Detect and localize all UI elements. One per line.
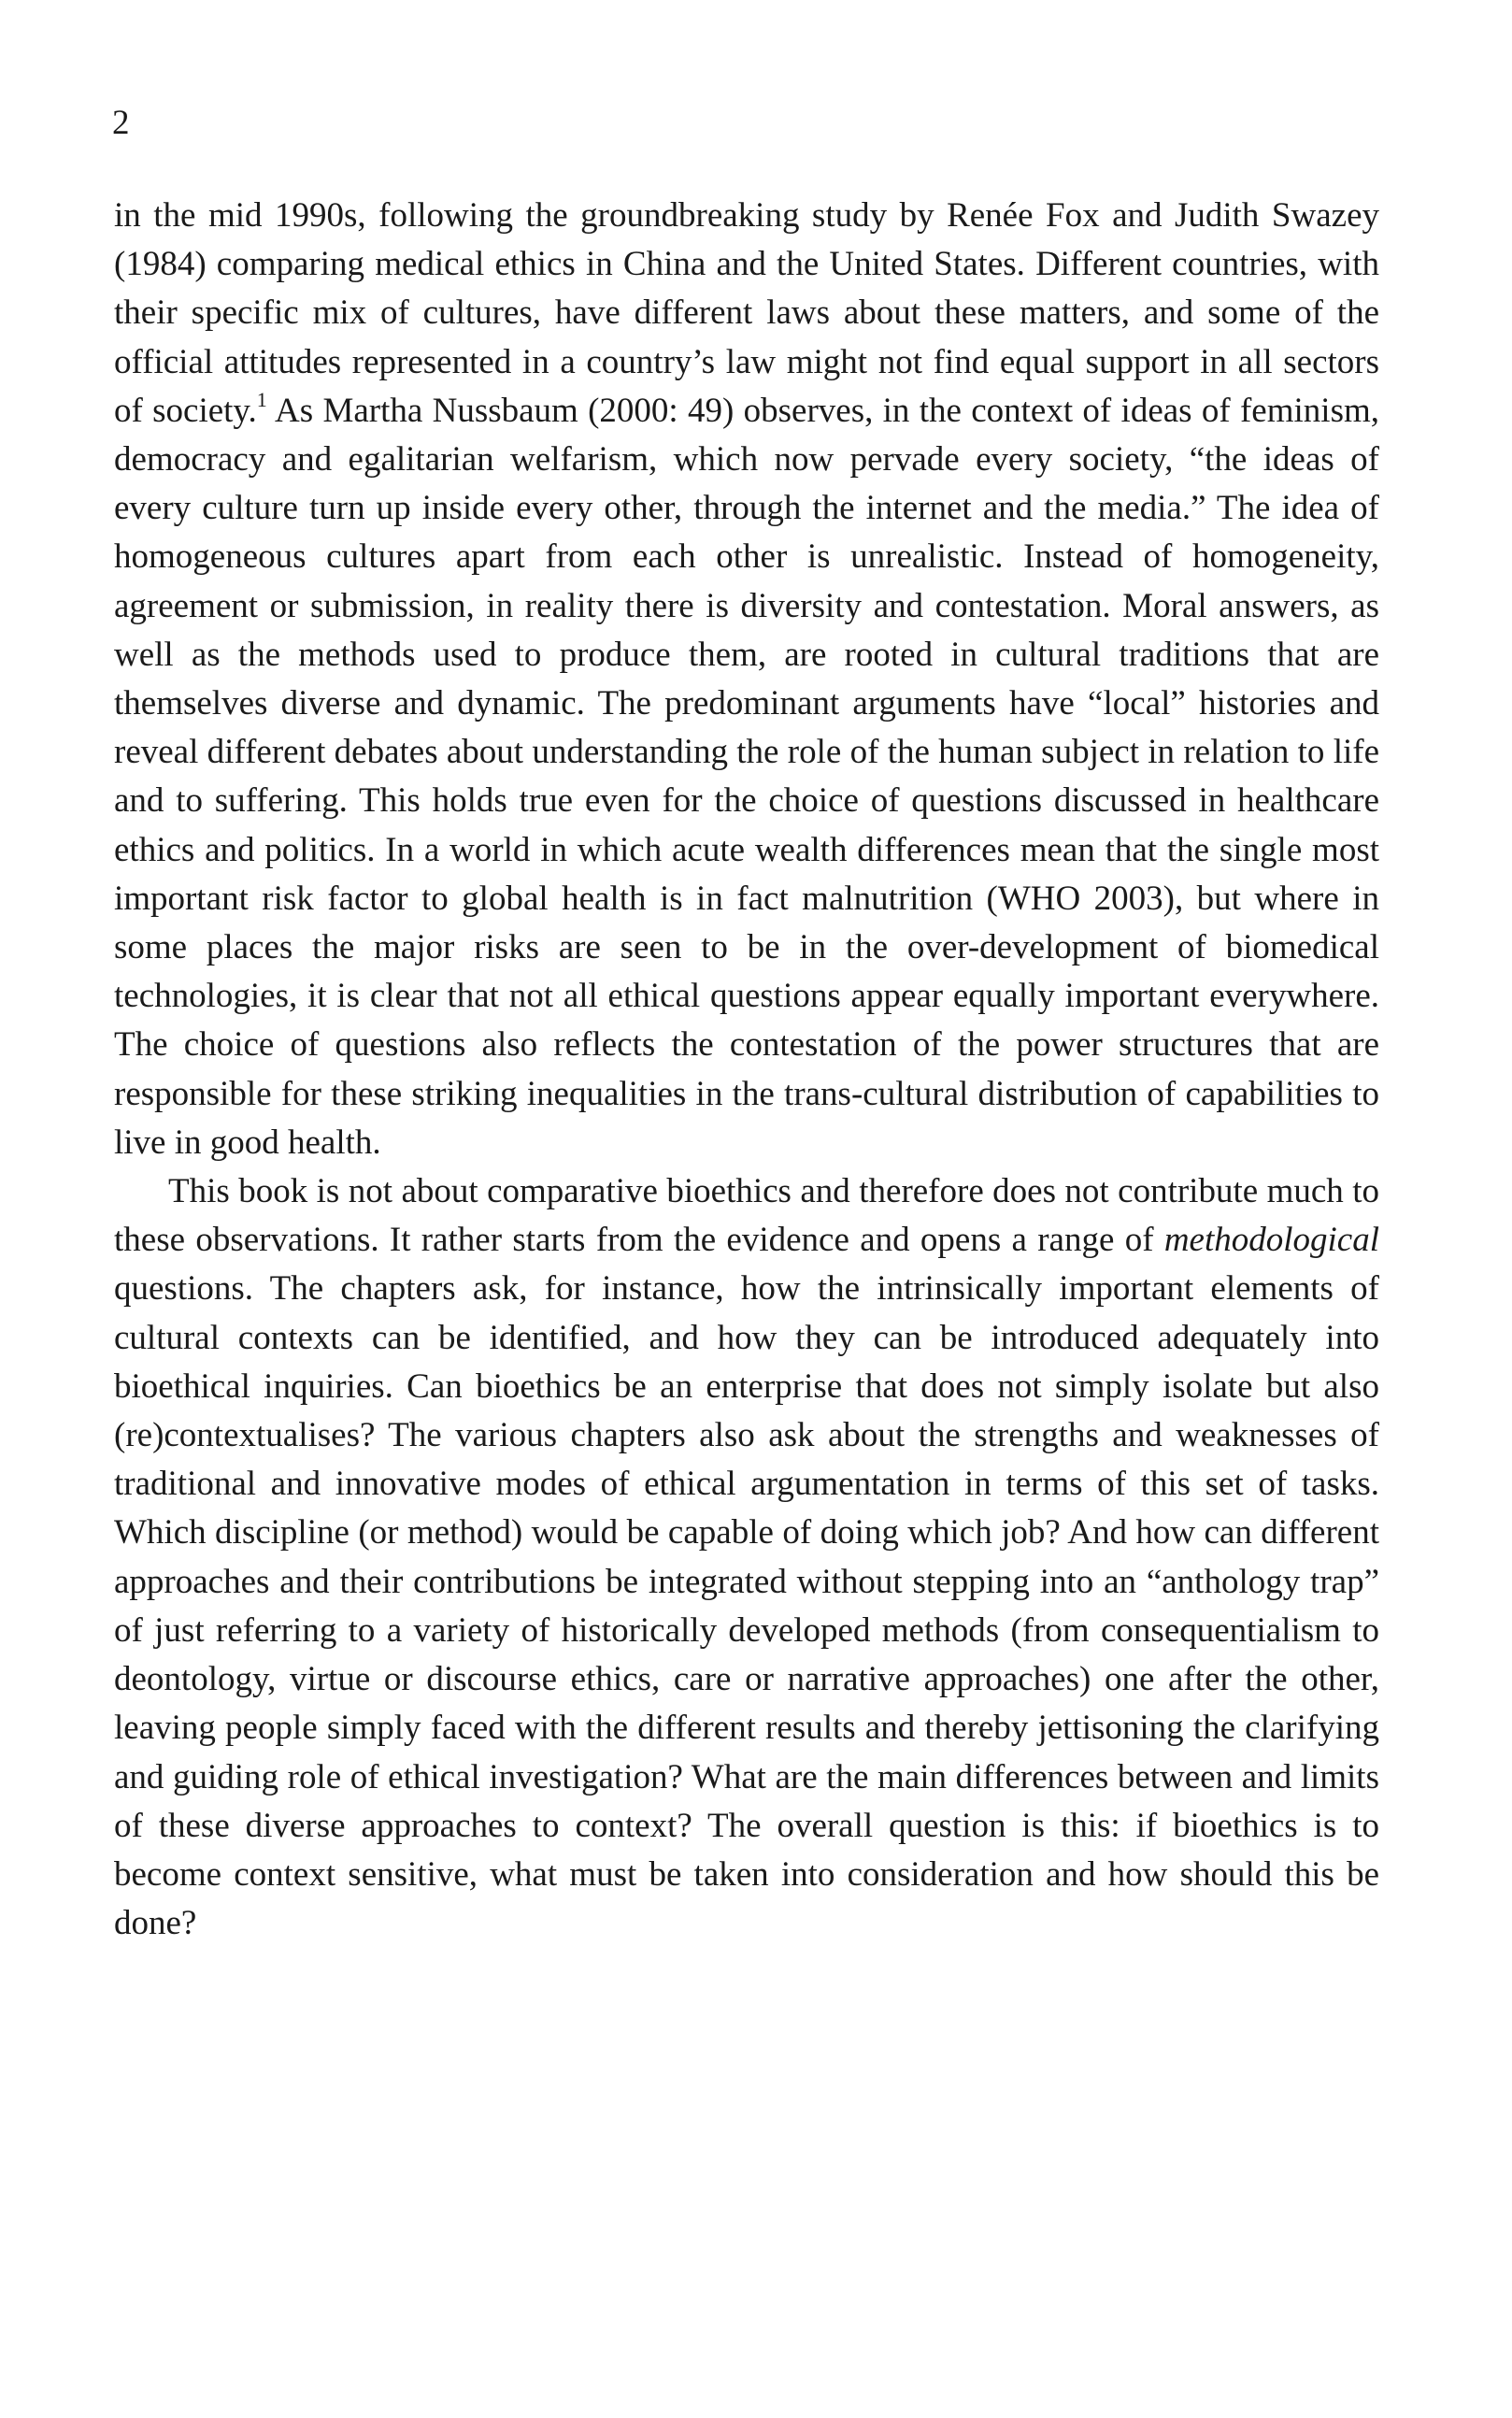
paragraph-2-part-b: questions. The chapters ask, for instance, how the intrinsically important elements of cultural contexts can be identified, and how they can be introduced adequately into bioethical inquiries. Can bioethics be an enterprise that does not simply isolate but also (re)contextualises? The various chapters also ask about the strengths and weaknesses of traditional and innovative modes of ethical argumentation in terms of this set of tasks. Which discipline (or method) would be capable of doing which job? And how can different approaches and their contributions be integrated without stepping into an “anthology trap” of just referring to a variety of historically developed methods (from consequentialism to deontology, virtue or discourse ethics, care or narrative approaches) one after the other, leaving people simply faced with the different results and thereby jettisoning the clarifying and guiding role of ethical investigation? What are the main differences between and limits of these diverse approaches to context? The overall question is this: if bioethics is to become context sensitive, what must be taken into consideration and how should this be done? [114,1269,1379,1943]
footnote-reference[interactable]: 1 [256,387,267,411]
paragraph-1 [114,192,1379,1167]
emphasis-methodological: methodological [1163,1221,1379,1260]
paragraph-2 [114,1167,1379,1948]
paragraph-1-part-a: in the mid 1990s, following the groundbreaking study by Renée Fox and Judith Swazey (1984) comparing medical ethics in China and the United States. Different countries, with their specific mix of cultures, have different laws about these matters, and some of the official attitudes represented in a country’s law might not find equal support in all sectors of society. [114,196,1379,430]
paragraph-1-part-b: As Martha Nussbaum (2000: 49) observes, in the context of ideas of feminism, democracy and egalitarian welfarism, which now pervade every society, “the ideas of every culture turn up inside every other, through the internet and the media.” The idea of homogeneous cultures apart from each other is unrealistic. Instead of homogeneity, agreement or submission, in reality there is diversity and contestation. Moral answers, as well as the methods used to produce them, are rooted in cultural traditions that are themselves diverse and dynamic. The predominant arguments have “local” histories and reveal different debates about understanding the role of the human subject in relation to life and to suffering. This holds true even for the choice of questions discussed in healthcare ethics and politics. In a world in which acute wealth differences mean that the single most important risk factor to global health is in fact malnutrition (WHO 2003), but where in some places the major risks are seen to be in the over-development of biomedical technologies, it is clear that not all ethical questions appear equally important everywhere. The choice of questions also reflects the contestation of the power structures that are responsible for these striking inequalities in the trans-cultural distribution of capabilities to live in good health. [114,391,1379,1162]
page-number: 2 [112,104,130,142]
paragraph-2-part-a: This book is not about comparative bioethics and therefore does not contribute much to these observations. It rather starts from the evidence and opens a range of [114,1172,1379,1260]
body-text [114,192,1379,1948]
